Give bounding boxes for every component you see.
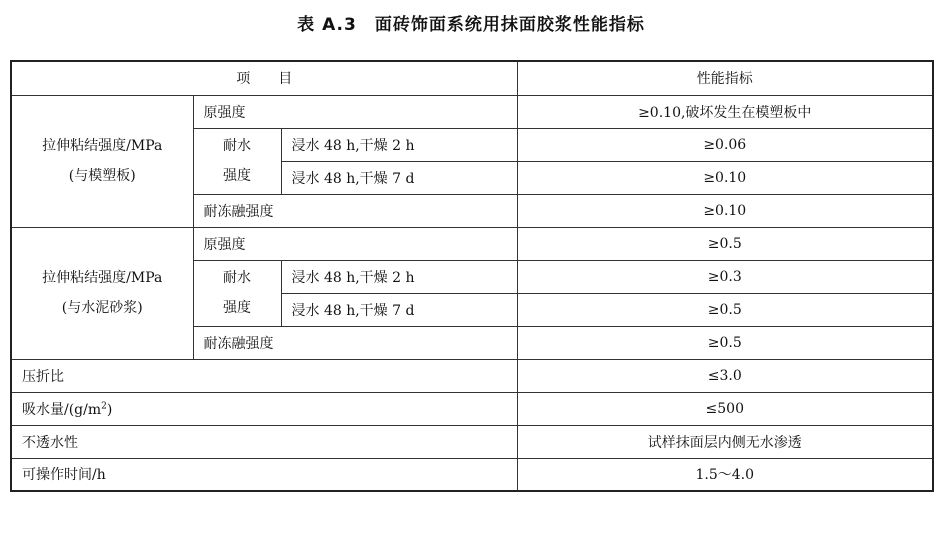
group-label: 拉伸粘结强度/MPa (42, 138, 163, 154)
row-label: 浸水 48 h,干燥 2 h (281, 128, 517, 161)
row-value: ≥0.10 (517, 161, 933, 194)
row-label-water-absorption (11, 392, 517, 425)
water-label-line: 强度 (223, 300, 251, 316)
table-row (11, 359, 933, 392)
row-value: ≥0.5 (517, 326, 933, 359)
row-label: 浸水 48 h,干燥 7 d (281, 161, 517, 194)
row-label: 浸水 48 h,干燥 7 d (281, 293, 517, 326)
header-row (11, 61, 933, 95)
table-row (11, 392, 933, 425)
row-value: ≥0.5 (517, 227, 933, 260)
table-caption: 面砖饰面系统用抹面胶浆性能指标 (374, 15, 645, 35)
water-label-line: 强度 (223, 168, 251, 184)
row-value: ≥0.10 (517, 194, 933, 227)
group-label: 拉伸粘结强度/MPa (42, 270, 163, 286)
row-value: 试样抹面层内侧无水渗透 (517, 425, 933, 458)
row-label: 压折比 (11, 359, 517, 392)
row-label: 耐冻融强度 (193, 326, 517, 359)
row-value: 1.5～4.0 (517, 458, 933, 491)
label-text: ) (106, 401, 113, 418)
water-strength-label-cell (193, 128, 281, 194)
table-number: 表 A.3 (297, 15, 357, 35)
row-value: ≥0.3 (517, 260, 933, 293)
row-value: ≥0.5 (517, 293, 933, 326)
row-label: 浸水 48 h,干燥 2 h (281, 260, 517, 293)
group-sublabel: (与模塑板) (68, 168, 136, 184)
label-superscript: 2 (101, 400, 107, 411)
row-value: ≤500 (517, 392, 933, 425)
group-sublabel: (与水泥砂浆) (61, 300, 143, 316)
label-text: 吸水量/(g/m (22, 401, 102, 418)
group-mortar-label-cell (11, 227, 193, 359)
header-item: 项 目 (11, 61, 517, 95)
row-label: 原强度 (193, 95, 517, 128)
water-strength-label-cell (193, 260, 281, 326)
row-label: 不透水性 (11, 425, 517, 458)
water-label-line: 耐水 (223, 138, 251, 154)
header-indicator: 性能指标 (517, 61, 933, 95)
row-value: ≥0.06 (517, 128, 933, 161)
row-value: ≤3.0 (517, 359, 933, 392)
table-row (11, 458, 933, 491)
row-label: 耐冻融强度 (193, 194, 517, 227)
table-title (0, 10, 942, 35)
row-label: 可操作时间/h (11, 458, 517, 491)
row-label: 原强度 (193, 227, 517, 260)
table-row (11, 227, 933, 260)
water-label-line: 耐水 (223, 270, 251, 286)
row-value: ≥0.10,破坏发生在模塑板中 (517, 95, 933, 128)
performance-table (10, 60, 934, 492)
table-row (11, 425, 933, 458)
group-template-label-cell (11, 95, 193, 227)
table-row (11, 95, 933, 128)
